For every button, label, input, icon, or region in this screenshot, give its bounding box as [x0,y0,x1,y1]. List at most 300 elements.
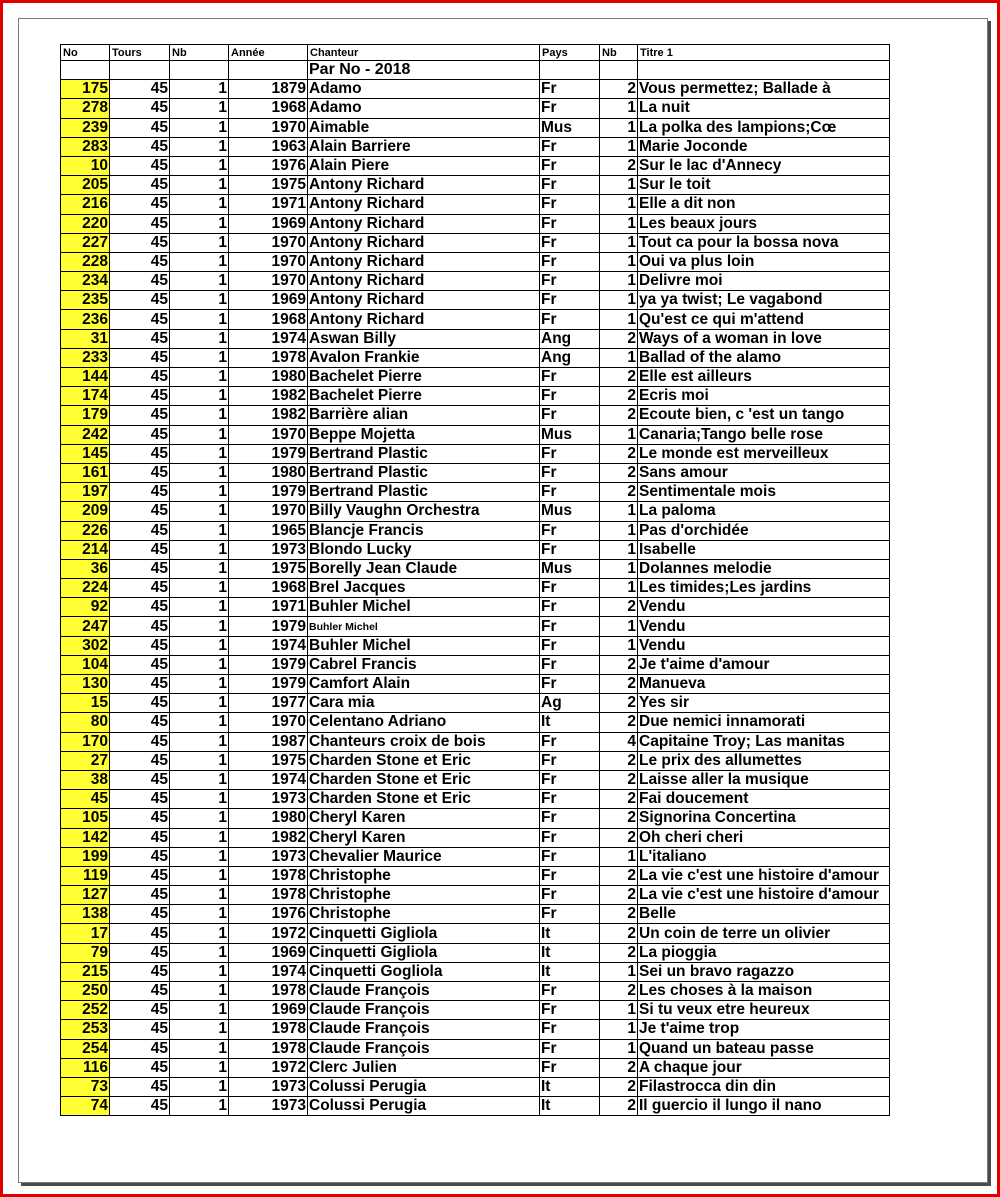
cell-nb2: 1 [600,252,638,271]
cell-titre: Je t'aime trop [638,1020,890,1039]
cell-pays: Fr [540,1020,600,1039]
cell-nb2: 2 [600,694,638,713]
cell-tours: 45 [110,905,170,924]
cell-no: 138 [61,905,110,924]
cell-nb: 1 [170,521,229,540]
cell-no: 145 [61,444,110,463]
cell-annee: 1979 [229,617,308,636]
header-chanteur: Chanteur [308,45,540,61]
cell-nb2: 2 [600,655,638,674]
cell-tours: 45 [110,502,170,521]
cell-annee: 1968 [229,310,308,329]
cell-annee: 1972 [229,1058,308,1077]
cell-chanteur: Antony Richard [308,310,540,329]
cell-titre: A chaque jour [638,1058,890,1077]
cell-chanteur: Antony Richard [308,195,540,214]
cell-nb2: 1 [600,521,638,540]
cell-tours: 45 [110,368,170,387]
cell-tours: 45 [110,1001,170,1020]
table-row [61,252,890,271]
cell-nb: 1 [170,751,229,770]
table-row [61,1097,890,1116]
cell-tours: 45 [110,675,170,694]
cell-titre: Ecoute bien, c 'est un tango [638,406,890,425]
cell-annee: 1974 [229,636,308,655]
cell-tours: 45 [110,80,170,99]
cell-titre: Qu'est ce qui m'attend [638,310,890,329]
cell-nb2: 1 [600,118,638,137]
cell-nb2: 2 [600,368,638,387]
cell-tours: 45 [110,732,170,751]
cell-titre: Si tu veux etre heureux [638,1001,890,1020]
cell-tours: 45 [110,156,170,175]
cell-pays: Fr [540,1039,600,1058]
cell-annee: 1978 [229,1039,308,1058]
cell-tours: 45 [110,770,170,789]
cell-pays: Fr [540,1058,600,1077]
cell-nb: 1 [170,694,229,713]
cell-tours: 45 [110,540,170,559]
header-titre: Titre 1 [638,45,890,61]
cell-nb2: 1 [600,559,638,578]
table-row [61,790,890,809]
cell-nb: 1 [170,655,229,674]
cell-annee: 1978 [229,866,308,885]
cell-pays: Mus [540,559,600,578]
cell-annee: 1975 [229,751,308,770]
cell-pays: Fr [540,809,600,828]
cell-no: 252 [61,1001,110,1020]
cell-titre: Un coin de terre un olivier [638,924,890,943]
cell-tours: 45 [110,943,170,962]
cell-nb2: 2 [600,790,638,809]
cell-tours: 45 [110,886,170,905]
cell-tours: 45 [110,348,170,367]
cell-chanteur: Claude François [308,982,540,1001]
cell-tours: 45 [110,329,170,348]
cell-nb: 1 [170,291,229,310]
cell-pays: Fr [540,272,600,291]
cell-nb2: 2 [600,1058,638,1077]
cell-nb2: 1 [600,617,638,636]
cell-chanteur: Claude François [308,1039,540,1058]
cell-chanteur: Christophe [308,886,540,905]
cell-nb: 1 [170,387,229,406]
table-row [61,866,890,885]
cell-no: 302 [61,636,110,655]
cell-annee: 1969 [229,1001,308,1020]
cell-pays: Fr [540,252,600,271]
cell-titre: Il guercio il lungo il nano [638,1097,890,1116]
cell-chanteur: Chanteurs croix de bois [308,732,540,751]
cell-annee: 1973 [229,847,308,866]
cell-annee: 1979 [229,675,308,694]
cell-chanteur: Blondo Lucky [308,540,540,559]
cell-tours: 45 [110,387,170,406]
cell-pays: Fr [540,195,600,214]
cell-nb2: 2 [600,329,638,348]
cell-pays: Fr [540,483,600,502]
cell-pays: Fr [540,982,600,1001]
header-annee: Année [229,45,308,61]
cell-nb: 1 [170,962,229,981]
cell-nb: 1 [170,368,229,387]
cell-nb2: 2 [600,156,638,175]
table-row [61,99,890,118]
cell-nb: 1 [170,559,229,578]
cell-annee: 1978 [229,1020,308,1039]
cell-nb: 1 [170,982,229,1001]
table-row [61,233,890,252]
cell-nb2: 1 [600,502,638,521]
cell-chanteur: Cinquetti Gogliola [308,962,540,981]
cell-nb: 1 [170,579,229,598]
cell-no: 220 [61,214,110,233]
cell-titre: Vendu [638,617,890,636]
cell-nb2: 2 [600,483,638,502]
table-row [61,272,890,291]
cell-nb2: 1 [600,962,638,981]
cell-tours: 45 [110,636,170,655]
cell-chanteur: Clerc Julien [308,1058,540,1077]
cell-titre: La vie c'est une histoire d'amour [638,866,890,885]
table-row [61,886,890,905]
cell-titre: Pas d'orchidée [638,521,890,540]
cell-chanteur: Buhler Michel [308,636,540,655]
cell-pays: It [540,713,600,732]
cell-titre: Filastrocca din din [638,1077,890,1096]
cell-no: 215 [61,962,110,981]
cell-titre: Les timides;Les jardins [638,579,890,598]
cell-nb: 1 [170,636,229,655]
cell-annee: 1968 [229,99,308,118]
cell-no: 234 [61,272,110,291]
cell-nb2: 2 [600,713,638,732]
cell-titre: Isabelle [638,540,890,559]
subtitle-label: Par No - 2018 [308,61,540,80]
cell-annee: 1965 [229,521,308,540]
cell-no: 253 [61,1020,110,1039]
cell-nb: 1 [170,924,229,943]
cell-nb: 1 [170,732,229,751]
cell-annee: 1971 [229,195,308,214]
cell-titre: La pioggia [638,943,890,962]
table-row [61,828,890,847]
cell-nb2: 2 [600,598,638,617]
cell-nb: 1 [170,233,229,252]
cell-titre: La paloma [638,502,890,521]
cell-nb: 1 [170,847,229,866]
cell-annee: 1979 [229,483,308,502]
cell-tours: 45 [110,444,170,463]
cell-no: 127 [61,886,110,905]
cell-annee: 1973 [229,1097,308,1116]
table-row [61,348,890,367]
cell-titre: L'italiano [638,847,890,866]
cell-nb2: 2 [600,770,638,789]
cell-chanteur: Celentano Adriano [308,713,540,732]
cell-annee: 1980 [229,809,308,828]
cell-titre: Sentimentale mois [638,483,890,502]
cell-titre: Due nemici innamorati [638,713,890,732]
cell-nb: 1 [170,502,229,521]
cell-nb2: 2 [600,406,638,425]
cell-nb: 1 [170,1077,229,1096]
table-row [61,176,890,195]
cell-nb2: 1 [600,272,638,291]
cell-nb2: 1 [600,291,638,310]
table-row [61,732,890,751]
cell-nb: 1 [170,905,229,924]
cell-annee: 1982 [229,387,308,406]
cell-titre: Laisse aller la musique [638,770,890,789]
cell-nb: 1 [170,790,229,809]
table-row [61,982,890,1001]
cell-nb: 1 [170,866,229,885]
cell-annee: 1974 [229,770,308,789]
cell-annee: 1968 [229,579,308,598]
cell-tours: 45 [110,828,170,847]
cell-titre: Elle a dit non [638,195,890,214]
cell-no: 105 [61,809,110,828]
cell-no: 254 [61,1039,110,1058]
header-tours: Tours [110,45,170,61]
table-row [61,675,890,694]
cell-nb2: 1 [600,137,638,156]
cell-chanteur: Claude François [308,1020,540,1039]
cell-no: 227 [61,233,110,252]
cell-nb: 1 [170,483,229,502]
cell-pays: Fr [540,444,600,463]
cell-annee: 1987 [229,732,308,751]
cell-nb2: 1 [600,233,638,252]
cell-titre: Oh cheri cheri [638,828,890,847]
table-row [61,368,890,387]
cell-pays: Fr [540,617,600,636]
cell-tours: 45 [110,310,170,329]
cell-no: 130 [61,675,110,694]
cell-no: 79 [61,943,110,962]
cell-tours: 45 [110,924,170,943]
cell-chanteur: Barrière alian [308,406,540,425]
table-row [61,559,890,578]
cell-annee: 1982 [229,828,308,847]
cell-titre: Vendu [638,636,890,655]
cell-no: 214 [61,540,110,559]
cell-nb2: 2 [600,886,638,905]
cell-no: 242 [61,425,110,444]
table-row [61,617,890,636]
cell-chanteur: Buhler Michel [308,598,540,617]
cell-tours: 45 [110,1020,170,1039]
cell-annee: 1979 [229,444,308,463]
cell-nb: 1 [170,1097,229,1116]
table-row [61,387,890,406]
cell-nb2: 1 [600,195,638,214]
cell-titre: Sans amour [638,463,890,482]
table-row [61,713,890,732]
cell-pays: Fr [540,847,600,866]
cell-chanteur: Antony Richard [308,291,540,310]
cell-pays: Fr [540,905,600,924]
cell-chanteur: Cinquetti Gigliola [308,943,540,962]
cell-nb2: 2 [600,1097,638,1116]
cell-nb: 1 [170,598,229,617]
cell-annee: 1973 [229,790,308,809]
cell-annee: 1973 [229,1077,308,1096]
cell-nb2: 1 [600,636,638,655]
cell-nb2: 1 [600,847,638,866]
spreadsheet-table [60,44,890,1116]
cell-pays: Fr [540,675,600,694]
cell-nb: 1 [170,1001,229,1020]
cell-titre: La polka des lampions;Cœ [638,118,890,137]
cell-chanteur: Bachelet Pierre [308,387,540,406]
cell-chanteur: Alain Piere [308,156,540,175]
cell-no: 15 [61,694,110,713]
cell-annee: 1976 [229,156,308,175]
table-row [61,310,890,329]
table-row [61,809,890,828]
cell-nb2: 1 [600,1020,638,1039]
cell-no: 161 [61,463,110,482]
cell-pays: Fr [540,770,600,789]
cell-annee: 1974 [229,329,308,348]
cell-chanteur: Antony Richard [308,272,540,291]
cell-titre: Signorina Concertina [638,809,890,828]
cell-chanteur: Beppe Mojetta [308,425,540,444]
table-row [61,463,890,482]
cell-nb2: 4 [600,732,638,751]
cell-nb: 1 [170,713,229,732]
cell-annee: 1978 [229,982,308,1001]
cell-titre: Delivre moi [638,272,890,291]
cell-annee: 1982 [229,406,308,425]
cell-nb: 1 [170,80,229,99]
cell-titre: Marie Joconde [638,137,890,156]
cell-no: 179 [61,406,110,425]
cell-pays: Fr [540,790,600,809]
cell-no: 233 [61,348,110,367]
cell-tours: 45 [110,291,170,310]
table-row [61,1020,890,1039]
cell-nb2: 2 [600,905,638,924]
cell-chanteur: Bertrand Plastic [308,463,540,482]
cell-nb: 1 [170,272,229,291]
cell-nb2: 2 [600,924,638,943]
cell-chanteur: Cabrel Francis [308,655,540,674]
cell-nb: 1 [170,828,229,847]
cell-nb: 1 [170,118,229,137]
table-row [61,943,890,962]
cell-chanteur: Bertrand Plastic [308,483,540,502]
cell-no: 10 [61,156,110,175]
cell-pays: It [540,943,600,962]
cell-pays: Fr [540,156,600,175]
cell-tours: 45 [110,118,170,137]
cell-titre: ya ya twist; Le vagabond [638,291,890,310]
cell-pays: Fr [540,291,600,310]
cell-nb2: 1 [600,425,638,444]
cell-annee: 1970 [229,233,308,252]
header-pays: Pays [540,45,600,61]
cell-nb2: 2 [600,866,638,885]
cell-pays: Fr [540,387,600,406]
cell-no: 92 [61,598,110,617]
cell-pays: Mus [540,425,600,444]
table-row [61,1058,890,1077]
cell-annee: 1970 [229,425,308,444]
cell-tours: 45 [110,195,170,214]
cell-chanteur: Colussi Perugia [308,1077,540,1096]
table-row [61,80,890,99]
cell-pays: Fr [540,137,600,156]
cell-pays: Fr [540,80,600,99]
cell-nb2: 1 [600,348,638,367]
table-row [61,1077,890,1096]
cell-no: 235 [61,291,110,310]
cell-annee: 1879 [229,80,308,99]
cell-chanteur: Antony Richard [308,176,540,195]
cell-annee: 1969 [229,214,308,233]
cell-pays: Fr [540,751,600,770]
cell-titre: Tout ca pour la bossa nova [638,233,890,252]
cell-no: 27 [61,751,110,770]
table-row [61,329,890,348]
table-row [61,905,890,924]
cell-tours: 45 [110,1039,170,1058]
table-row [61,406,890,425]
cell-chanteur: Cheryl Karen [308,809,540,828]
cell-no: 174 [61,387,110,406]
cell-no: 144 [61,368,110,387]
cell-pays: Fr [540,598,600,617]
cell-pays: Fr [540,463,600,482]
cell-chanteur: Antony Richard [308,233,540,252]
cell-chanteur: Avalon Frankie [308,348,540,367]
table-row [61,655,890,674]
cell-annee: 1976 [229,905,308,924]
table-row [61,1001,890,1020]
cell-no: 116 [61,1058,110,1077]
cell-nb2: 2 [600,943,638,962]
cell-tours: 45 [110,1058,170,1077]
cell-annee: 1980 [229,368,308,387]
cell-no: 31 [61,329,110,348]
cell-chanteur: Camfort Alain [308,675,540,694]
cell-annee: 1969 [229,291,308,310]
cell-annee: 1977 [229,694,308,713]
cell-no: 283 [61,137,110,156]
cell-tours: 45 [110,463,170,482]
cell-titre: Les choses à la maison [638,982,890,1001]
cell-pays: Fr [540,368,600,387]
cell-no: 247 [61,617,110,636]
cell-pays: Fr [540,521,600,540]
cell-nb2: 1 [600,540,638,559]
table-row [61,483,890,502]
cell-chanteur: Aswan Billy [308,329,540,348]
cell-chanteur: Buhler Michel [308,617,540,636]
cell-pays: Fr [540,176,600,195]
cell-no: 205 [61,176,110,195]
cell-pays: Fr [540,636,600,655]
cell-tours: 45 [110,1077,170,1096]
cell-tours: 45 [110,866,170,885]
cell-nb: 1 [170,540,229,559]
cell-nb: 1 [170,329,229,348]
cell-pays: Fr [540,233,600,252]
